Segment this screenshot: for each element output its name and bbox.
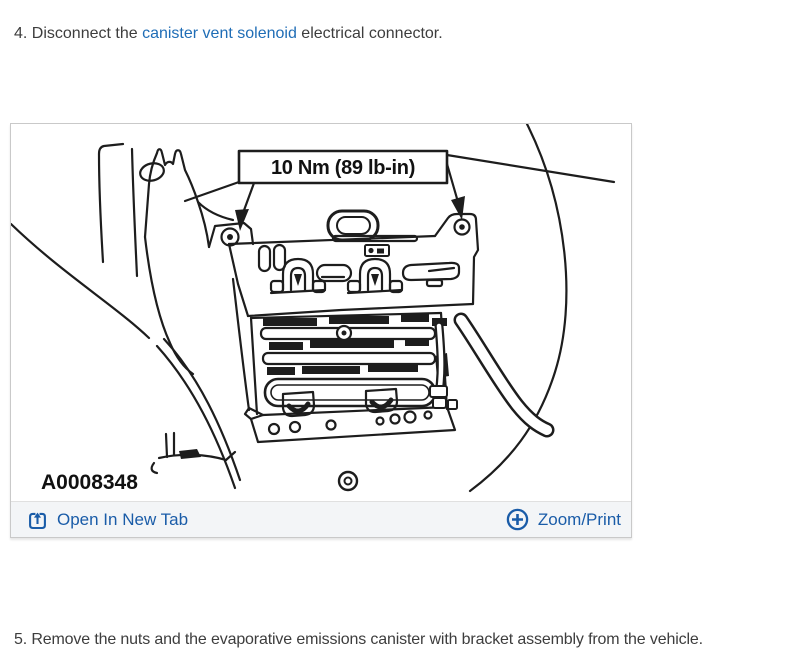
floor-bolt xyxy=(339,472,357,490)
vent-hose xyxy=(461,320,547,430)
zoom-print-label: Zoom/Print xyxy=(537,509,621,529)
figure-id-label: A0008348 xyxy=(41,471,138,494)
open-in-new-tab-link[interactable] xyxy=(28,510,188,530)
right-mounting-nut xyxy=(455,220,470,235)
figure-card xyxy=(10,123,632,538)
canister-left-edge xyxy=(251,318,257,414)
canister-slat-2 xyxy=(263,353,435,364)
bracket-plate-right xyxy=(435,214,478,304)
torque-label: 10 Nm (89 lb-in) xyxy=(270,157,416,179)
step-4-prefix: 4. Disconnect the xyxy=(14,25,143,42)
wheel-arch-left-upper xyxy=(11,224,149,338)
figure-footer xyxy=(11,501,631,537)
open-in-new-tab-icon xyxy=(28,510,48,530)
zoom-print-link[interactable] xyxy=(506,508,621,531)
wheel-arch-left-lower xyxy=(157,346,235,488)
fender-line-2 xyxy=(132,149,137,276)
figure-image[interactable] xyxy=(11,124,631,501)
technical-diagram xyxy=(11,124,631,501)
plate-slot-right xyxy=(403,263,459,286)
step-4-text xyxy=(14,25,443,43)
open-in-new-tab-label: Open In New Tab xyxy=(57,509,189,529)
step-5-text: 5. Remove the nuts and the evaporative emissions canister with bracket assembly from the vehicle. xyxy=(14,631,703,648)
plate-slot-left xyxy=(317,265,351,281)
canister-vent-solenoid-link[interactable]: canister vent solenoid xyxy=(142,25,297,42)
plate-pill-1 xyxy=(259,246,270,271)
step-4-suffix: electrical connector. xyxy=(296,25,443,42)
torque-arrow-right xyxy=(447,164,465,220)
circle-plus-icon xyxy=(506,508,529,531)
wheel-arch-right xyxy=(470,124,566,491)
leader-line-left xyxy=(185,182,239,201)
leader-line-right-long xyxy=(447,155,614,182)
fender-line-1 xyxy=(99,144,123,262)
hose-clamp-center xyxy=(348,259,402,293)
bracket-arm xyxy=(145,149,233,237)
plate-badge xyxy=(365,245,389,256)
bracket-plate-left xyxy=(229,244,248,316)
